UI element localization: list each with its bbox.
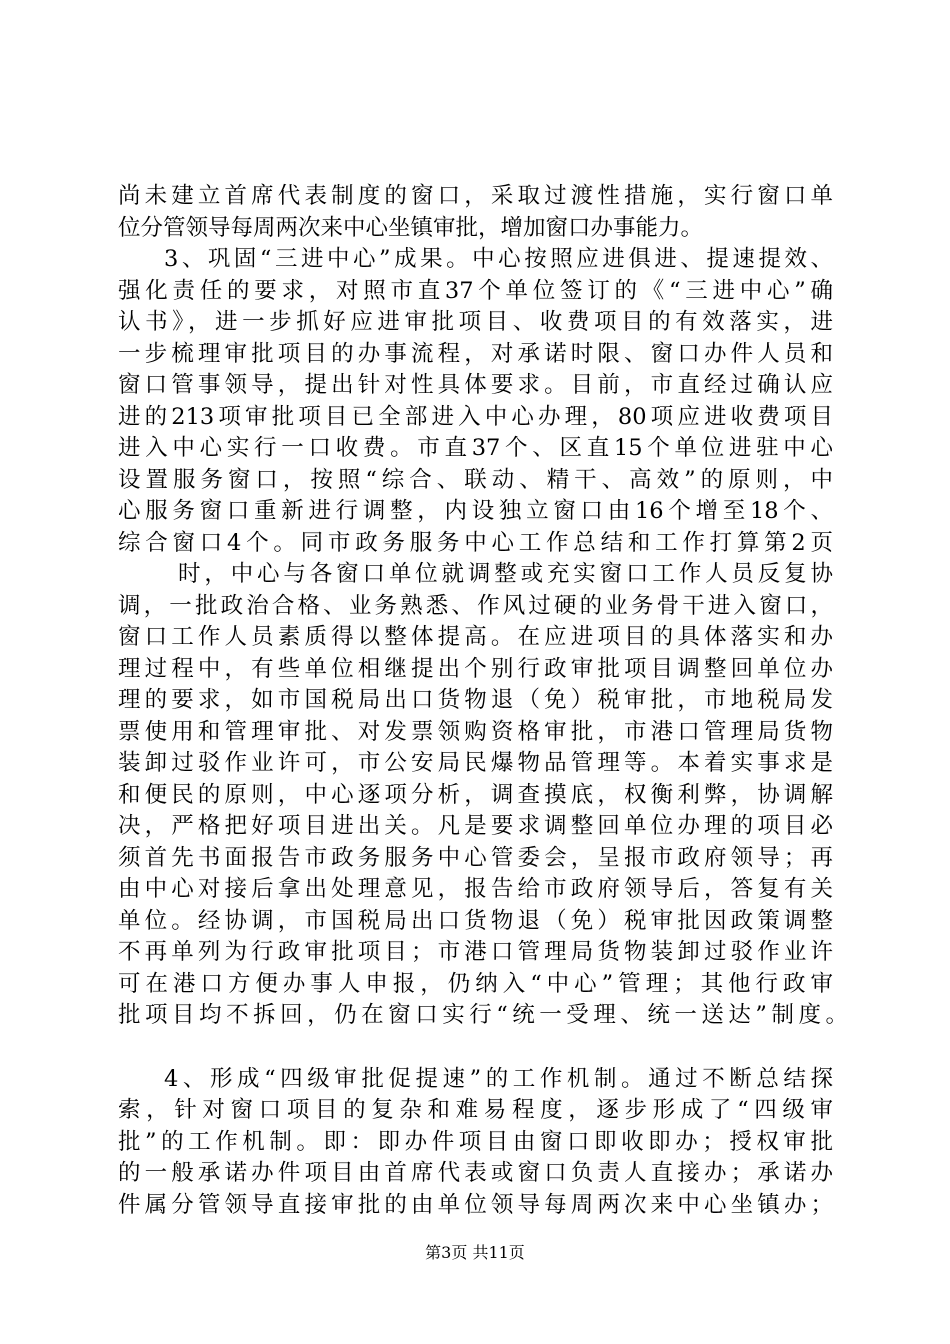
text-line: 索，针对窗口项目的复杂和难易程度，逐步形成了“四级审: [118, 1097, 833, 1123]
text-line: 时，中心与各窗口单位就调整或充实窗口工作人员反复协: [178, 561, 833, 587]
text-line: 3、巩固“三进中心”成果。中心按照应进俱进、提速提效、: [164, 246, 833, 272]
text-line: 心服务窗口重新进行调整，内设独立窗口由16个增至18个、: [118, 498, 833, 524]
text-line: 票使用和管理审批、对发票领购资格审批，市港口管理局货物: [118, 719, 833, 745]
text-line: 认书》，进一步抓好应进审批项目、收费项目的有效落实，进: [118, 309, 833, 335]
text-line: 装卸过驳作业许可，市公安局民爆物品管理等。本着实事求是: [118, 750, 833, 776]
text-line: 的一般承诺办件项目由首席代表或窗口负责人直接办；承诺办: [118, 1160, 833, 1186]
text-line: 调，一批政治合格、业务熟悉、作风过硬的业务骨干进入窗口，: [118, 593, 833, 619]
text-line: 窗口工作人员素质得以整体提高。在应进项目的具体落实和办: [118, 624, 833, 650]
text-line: 不再单列为行政审批项目；市港口管理局货物装卸过驳作业许: [118, 939, 833, 965]
text-line: 须首先书面报告市政务服务中心管委会，呈报市政府领导；再: [118, 845, 833, 871]
text-line: 和便民的原则，中心逐项分析，调查摸底，权衡利弊，协调解: [118, 782, 833, 808]
text-line: 进入中心实行一口收费。市直37个、区直15个单位进驻中心: [118, 435, 833, 461]
text-line: 由中心对接后拿出处理意见，报告给市政府领导后，答复有关: [118, 876, 833, 902]
text-line: 设置服务窗口，按照“综合、联动、精干、高效”的原则，中: [118, 467, 833, 493]
text-line: 批项目均不拆回，仍在窗口实行“统一受理、统一送达”制度。: [118, 1002, 848, 1028]
text-line: 可在港口方便办事人申报，仍纳入“中心”管理；其他行政审: [118, 971, 833, 997]
text-line: 单位。经协调，市国税局出口货物退（免）税审批因政策调整: [118, 908, 833, 934]
page-number-footer: 第3页 共11页: [425, 1243, 525, 1262]
text-line: 综合窗口4个。同市政务服务中心工作总结和工作打算第2页: [118, 530, 833, 556]
text-line: 理的要求，如市国税局出口货物退（免）税审批，市地税局发: [118, 687, 833, 713]
text-line: 进的213项审批项目已全部进入中心办理，80项应进收费项目: [118, 404, 833, 430]
text-line: 件属分管领导直接审批的由单位领导每周两次来中心坐镇办；: [118, 1192, 833, 1218]
text-line: 4、形成“四级审批促提速”的工作机制。通过不断总结探: [164, 1066, 833, 1092]
text-line: 强化责任的要求，对照市直37个单位签订的《“三进中心”确: [118, 278, 833, 304]
text-line: 一步梳理审批项目的办事流程，对承诺时限、窗口办件人员和: [118, 341, 833, 367]
text-line: 理过程中，有些单位相继提出个别行政审批项目调整回单位办: [118, 656, 833, 682]
text-line: 位分管领导每周两次来中心坐镇审批，增加窗口办事能力。: [118, 215, 704, 241]
text-line: 窗口管事领导，提出针对性具体要求。目前，市直经过确认应: [118, 372, 833, 398]
text-line: 决，严格把好项目进出关。凡是要求调整回单位办理的项目必: [118, 813, 833, 839]
text-line: 批”的工作机制。即：即办件项目由窗口即收即办；授权审批: [118, 1129, 833, 1155]
text-line: 尚未建立首席代表制度的窗口，采取过渡性措施，实行窗口单: [118, 183, 833, 209]
